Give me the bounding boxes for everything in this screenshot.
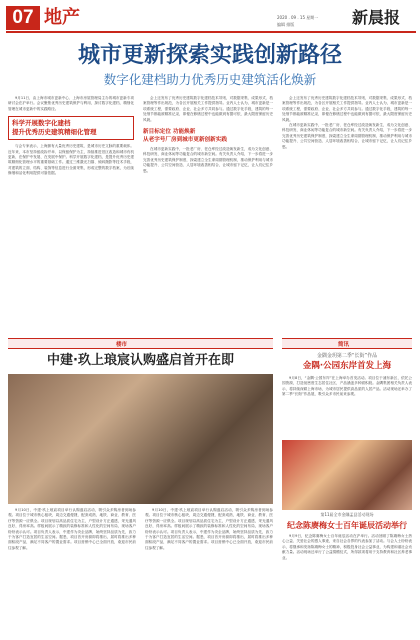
section-heading-1: 新目标定位 功能焕新 (143, 129, 196, 136)
right-headline-1: 金隅·公园东岸首发上海 (302, 361, 392, 371)
main-headline: 城市更新探索实践创新路径 (77, 43, 342, 68)
left-banner (8, 338, 273, 349)
editor-line: 编辑 排版 (277, 22, 295, 27)
section-title: 地产 (44, 7, 80, 28)
right-banner-label: 简讯 (338, 342, 350, 348)
main-col-2 (143, 96, 273, 174)
main-col-1 (8, 96, 134, 177)
left-body-2: 9月10日，中建·玖上琅宸项目举行认购盛启活动，吸引众多购房者到场参观。项目位于城市核心板块，周边交通便捷，配套成熟，地铁、商业、教育、医疗等资源一应俱全。项目规划以高品质住宅为主，户型设计方正通透，采光通风良好，得房率高。样板间展示了精致的装修标准和人性化的空间布局，现场客户纷纷表示认可。项目负责人表示，中建作为央企品牌，始终坚持品质为先，致力于为客户打造宜居的生活空间。据悉，项目首开房源即将推出，届时将推出多种面积段产品，满足不同客户的置业需求。项目营销中心已全面开放，欢迎市民前往参观了解。 (145, 508, 273, 550)
left-col-1 (8, 508, 136, 551)
right-headline-small: 金隅金玥第二季“长街”作品 (316, 353, 378, 359)
section-heading-2: 从老字号厂房到城市更新创新实践 (143, 137, 227, 144)
right-headline-2: 纪念陈赓梅女士百年诞辰活动举行 (287, 521, 407, 530)
body-paragraph-3b: 在城市更新实践中，一批老厂房、老仓库经过改造焕发新生，成为文化创意、科技研发、商业休闲等功能复合的城市新空间。有关负责人介绍，下一步将进一步完善优秀历史建筑保护制度，探索建立全生命周期管理机制，推动保护利用与城市功能提升、公共空间营造、人居环境改善相结合，让城市留下记忆，让人们记住乡愁。 (282, 123, 412, 149)
sidebar-point-2: 提升优秀历史建筑精细化管理 (12, 128, 97, 137)
paper-logo: 新晨报 (352, 8, 401, 27)
right-photo-caption: 第11届全市金隅孟县活动现场 (320, 512, 374, 517)
right-photo (282, 440, 412, 510)
main-col-3 (282, 96, 412, 150)
right-col-1 (282, 376, 412, 398)
left-headline: 中建·玖上琅宸认购盛启首开在即 (47, 353, 234, 368)
body-paragraph-3: 会上还发布了优秀历史建筑数字化建档技术导则，对数据采集、成果形式、档案管理等作出规范，为各区开展相关工作提供指导。业内人士认为，城市更新是一项系统工程，需要政府、企业、社会多方共同参与。通过数字化手段，建筑的每一处细节都能被精准记录，即便在修缮过程中也能做到有据可依，最大限度保留历史风貌。 (282, 96, 412, 122)
sidebar-points (8, 116, 134, 140)
body-paragraph-2: 在城市更新实践中，一批老厂房、老仓库经过改造焕发新生，成为文化创意、科技研发、商业休闲等功能复合的城市新空间。有关负责人介绍，下一步将进一步完善优秀历史建筑保护制度，探索建立全生命周期管理机制，推动保护利用与城市功能提升、公共空间营造、人居环境改善相结合，让城市留下记忆，让人们记住乡愁。 (143, 147, 273, 173)
page-number: 07 (6, 6, 40, 30)
left-body-1: 9月10日，中建·玖上琅宸项目举行认购盛启活动，吸引众多购房者到场参观。项目位于城市核心板块，周边交通便捷，配套成熟，地铁、商业、教育、医疗等资源一应俱全。项目规划以高品质住宅为主，户型设计方正通透，采光通风良好，得房率高。样板间展示了精致的装修标准和人性化的空间布局，现场客户纷纷表示认可。项目负责人表示，中建作为央企品牌，始终坚持品质为先，致力于为客户打造宜居的生活空间。据悉，项目首开房源即将推出，届时将推出多种面积段产品，满足不同客户的置业需求。项目营销中心已全面开放，欢迎市民前往参观了解。 (8, 508, 136, 550)
body-paragraph-1: 与会专家表示，上海拥有大量优秀历史建筑，是城市历史文脉的重要载体。近年来，本市坚持留改拆并举、以保留保护为主，持续推进旧区改造和城市有机更新，在保护中发展、在发展中保护。科学开展数字化建档，是提升优秀历史建筑精细化管理水平的重要基础工作。通过三维激光扫描、倾斜摄影等技术手段，对建筑的立面、结构、装饰等信息进行全面采集，形成完整的数字档案，为后续修缮和活化利用提供可靠依据。 (8, 144, 134, 176)
sidebar-point-1: 科学开展数字化建档 (12, 119, 71, 128)
left-photo (8, 374, 273, 504)
section-heading-block (143, 127, 273, 143)
right-banner (282, 338, 412, 349)
date-line: 2020 . 09 . 15 星期一 (277, 15, 319, 20)
right-body-2: 9月9日，纪念陈赓梅女士百年诞辰活动在沪举行。活动回顾了陈赓梅女士热心公益、关爱社会的感人事迹，来自社会各界的代表参加了活动。与会人士纷纷表示，将继承和发扬陈赓梅女士的精神，积极投身社会公益事业，为构建和谐社会贡献力量。活动现场还举行了公益捐赠仪式，所得款项将用于支持教育和社区养老事业。 (282, 534, 412, 560)
right-col-2 (282, 534, 412, 561)
body-paragraph-1b: 会上还发布了优秀历史建筑数字化建档技术导则，对数据采集、成果形式、档案管理等作出规范，为各区开展相关工作提供指导。业内人士认为，城市更新是一项系统工程，需要政府、企业、社会多方共同参与。通过数字化手段，建筑的每一处细节都能被精准记录，即便在修缮过程中也能做到有据可依，最大限度保留历史风貌。 (143, 96, 273, 122)
left-col-2 (145, 508, 273, 551)
main-subheadline: 数字化建档助力优秀历史建筑活化焕新 (103, 72, 317, 87)
header-rule (6, 31, 416, 33)
right-body-1: 9月8日，“金隅·公园东岸”在上海举办首发活动。项目位于浦东新区，依托公园资源，打造低密度生态居住社区，产品涵盖多种面积段。金隅集团相关负责人表示，将持续深耕上海市场，为城市居民提供高品质的人居产品。活动现场还举办了第二季“长街”作品展，吸引众多市民前来参观。 (282, 376, 412, 397)
lead-paragraph: 9月11日，由上海市城市更新中心、上海市房屋管理局主办的城市更新专项研讨会在沪举行。会议聚焦优秀历史建筑保护与利用，探讨数字化建档、精细化管理在城市更新中的实践路径。 (8, 96, 134, 111)
left-banner-label: 楼市 (116, 342, 128, 348)
